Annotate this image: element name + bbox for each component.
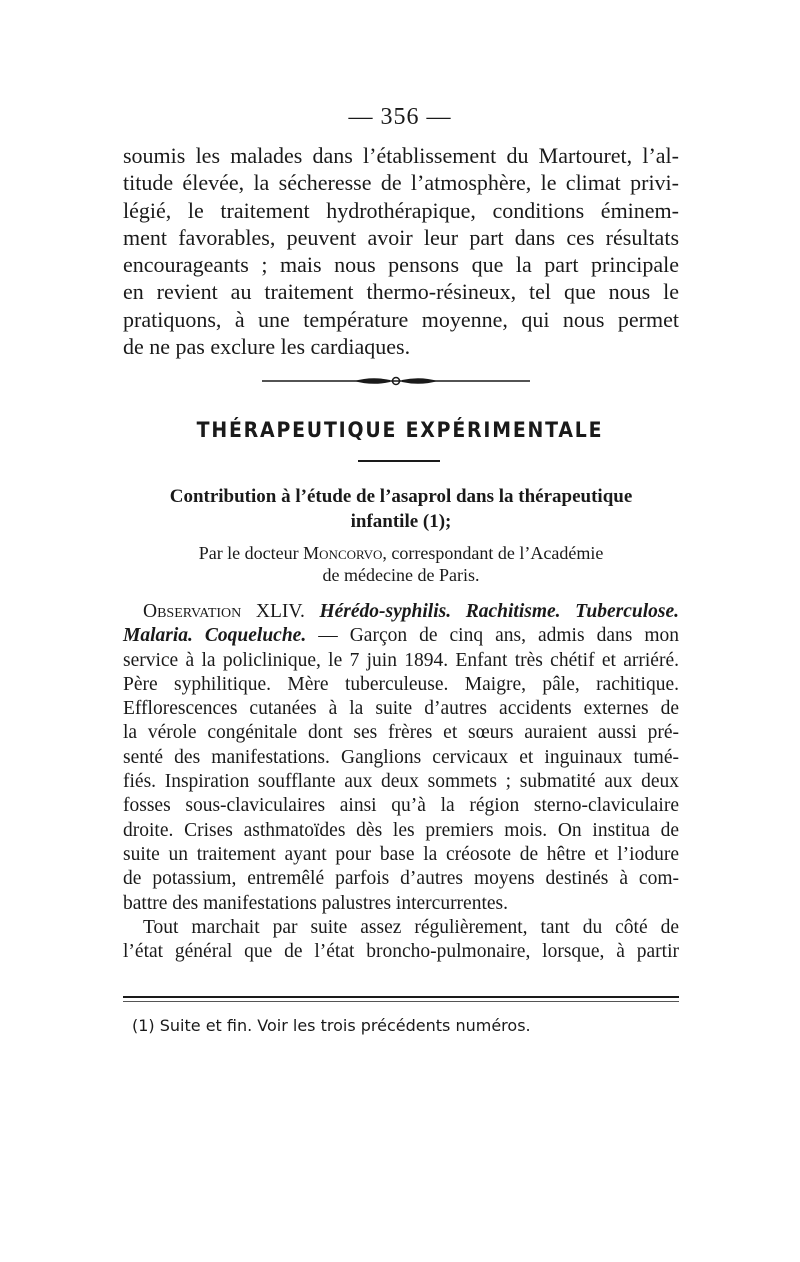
text-line: en revient au traitement thermo-résineux, tel que nous le <box>123 279 679 305</box>
text-line: soumis les malades dans l’établissement du Martouret, l’al- <box>123 143 679 168</box>
article-title <box>123 484 679 534</box>
observation-title-2: Malaria. Coqueluche. <box>123 625 307 647</box>
footnote-rule <box>123 1001 679 1002</box>
observation-heading-line <box>123 600 679 624</box>
text-line: encourageants ; mais nous pensons que la part principale <box>123 252 679 278</box>
text-line: de ne pas exclure les cardiaques. <box>123 334 411 360</box>
footnote-rule <box>123 996 679 998</box>
text-line: l’état général que de l’état broncho-pulmonaire, lorsque, à partir <box>123 941 679 963</box>
observation-body <box>123 600 679 964</box>
article-title-line: infantile (1); <box>350 511 452 532</box>
text-line: ment favorables, peuvent avoir leur part dans ces résultats <box>123 224 679 250</box>
text-line: titude élevée, la sécheresse de l’atmosphère, le climat privi- <box>123 170 679 196</box>
byline-author: Moncorvo <box>303 543 383 563</box>
byline-line <box>123 542 679 564</box>
text-line: fiés. Inspiration soufflante aux deux sommets ; submatité aux deux <box>123 771 679 793</box>
byline <box>123 542 679 586</box>
text-line: battre des manifestations palustres intercurrentes. <box>123 892 508 914</box>
observation-heading-line <box>123 624 679 648</box>
footnote: (1) Suite et fin. Voir les trois précédents numéros. <box>132 1016 531 1035</box>
text-line: Tout marchait par suite assez régulièrement, tant du côté de <box>143 916 679 938</box>
ornament-divider <box>262 374 530 388</box>
article-title-line: Contribution à l’étude de l’asaprol dans la thérapeutique <box>169 486 633 507</box>
text-line: pratiquons, à une température moyenne, qui nous permet <box>123 306 679 332</box>
section-heading: THÉRAPEUTIQUE EXPÉRIMENTALE <box>196 418 604 442</box>
text-line: Père syphilitique. Mère tuberculeuse. Maigre, pâle, rachitique. <box>123 673 679 695</box>
observation-label: Observation XLIV. <box>143 601 305 622</box>
observation-intro: — Garçon de cinq ans, admis dans mon <box>306 625 679 647</box>
text-line: légié, le traitement hydrothérapique, conditions éminem- <box>123 197 679 223</box>
text-line: de potassium, entremêlé parfois d’autres moyens destinés à com- <box>123 868 679 890</box>
intro-paragraph <box>123 142 679 360</box>
byline-line: de médecine de Paris. <box>322 565 480 585</box>
text-line: Efflorescences cutanées à la suite d’autres accidents externes de <box>123 698 679 720</box>
byline-prefix: Par le docteur <box>198 543 304 563</box>
observation-title: Hérédo-syphilis. Rachitisme. Tuberculose. <box>319 601 679 622</box>
text-line: service à la policlinique, le 7 juin 1894. Enfant très chétif et arriéré. <box>123 649 679 671</box>
text-line: senté des manifestations. Ganglions cervicaux et inguinaux tumé- <box>123 746 679 768</box>
text-line: suite un traitement ayant pour base la créosote de hêtre et l’iodure <box>123 843 679 865</box>
page-number: — 356 — <box>348 104 452 130</box>
text-line: droite. Crises asthmatoïdes dès les premiers mois. On institua de <box>123 819 679 841</box>
byline-suffix: , correspondant de l’Académie <box>382 543 604 563</box>
heading-rule <box>358 460 440 462</box>
text-line: fosses sous-claviculaires ainsi qu’à la région sterno-claviculaire <box>123 795 679 817</box>
text-line: la vérole congénitale dont ses frères et sœurs auraient aussi pré- <box>123 722 679 744</box>
